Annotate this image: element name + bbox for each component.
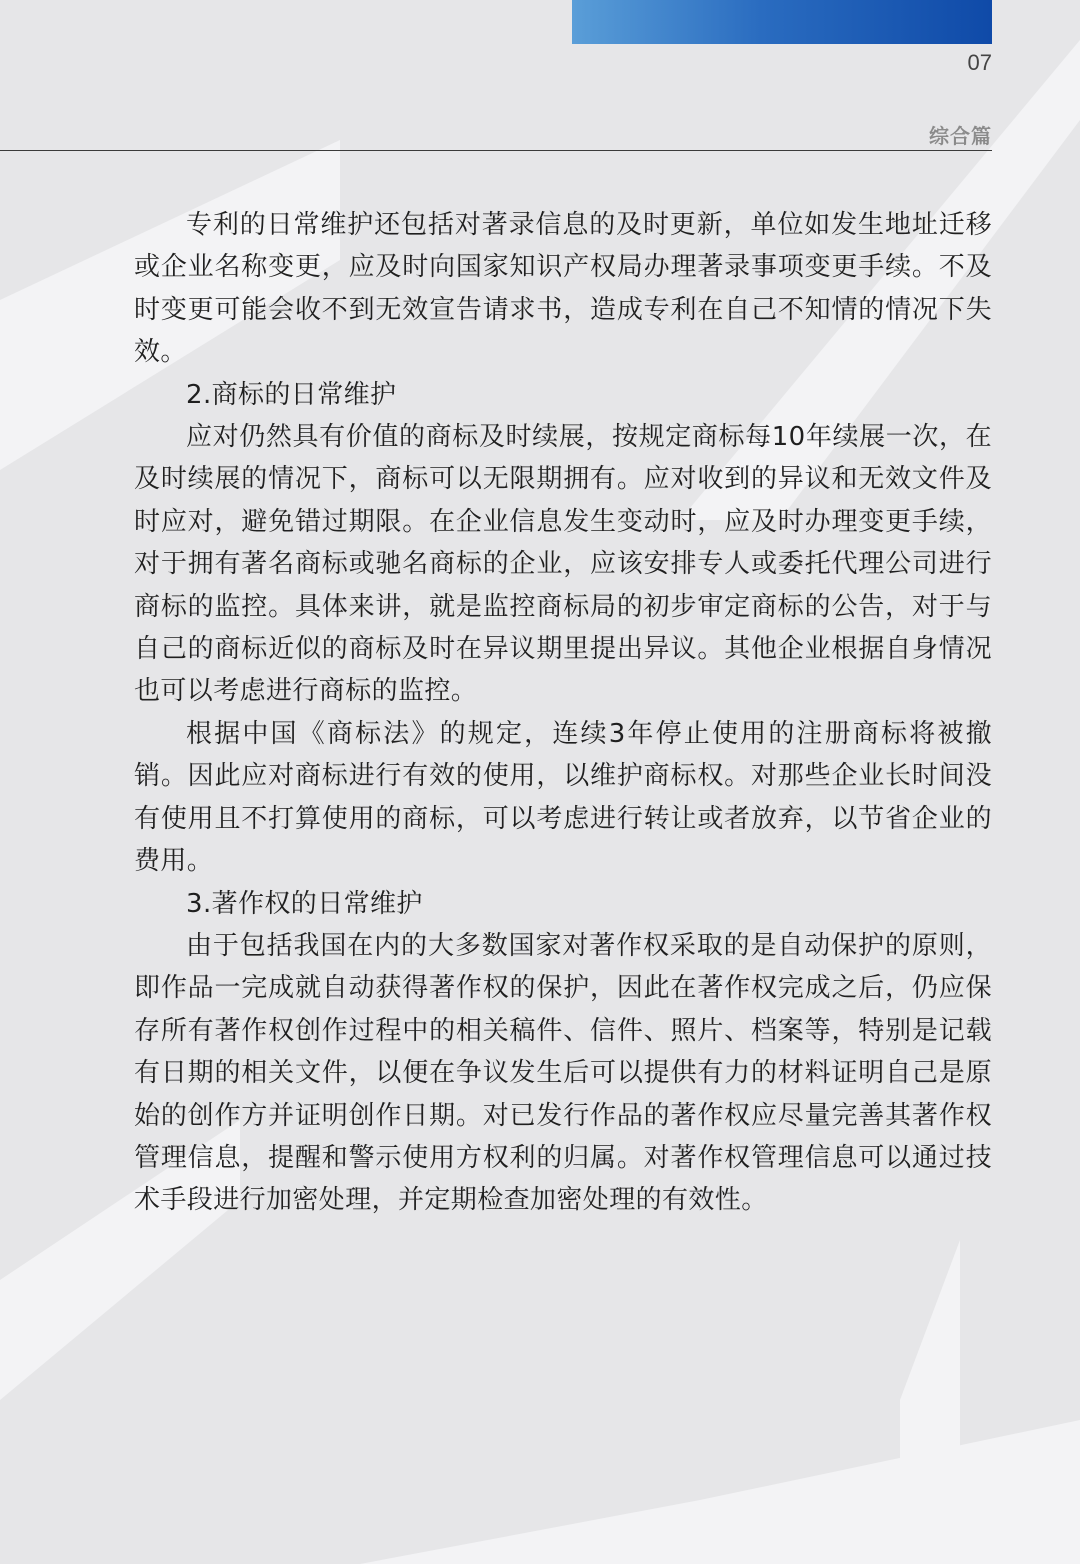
article-body [134,204,992,1222]
paragraph: 由于包括我国在内的大多数国家对著作权采取的是自动保护的原则，即作品一完成就自动获得著作权的保护，因此在著作权完成之后，仍应保存所有著作权创作过程中的相关稿件、信件、照片、档案等，特别是记载有日期的相关文件，以便在争议发生后可以提供有力的材料证明自己是原始的创作方并证明创作日期。对已发行作品的著作权应尽量完善其著作权管理信息，提醒和警示使用方权利的归属。对著作权管理信息可以通过技术手段进行加密处理，并定期检查加密处理的有效性。 [134,930,992,1216]
paragraph: 专利的日常维护还包括对著录信息的及时更新，单位如发生地址迁移或企业名称变更，应及时向国家知识产权局办理著录事项变更手续。不及时变更可能会收不到无效宣告请求书，造成专利在自己不知情的情况下失效。 [134,210,992,368]
paragraph: 应对仍然具有价值的商标及时续展，按规定商标每10年续展一次，在及时续展的情况下，商标可以无限期拥有。应对收到的异议和无效文件及时应对，避免错过期限。在企业信息发生变动时，应及时办理变更手续，对于拥有著名商标或驰名商标的企业，应该安排专人或委托代理公司进行商标的监控。具体来讲，就是监控商标局的初步审定商标的公告，对于与自己的商标近似的商标及时在异议期里提出异议。其他企业根据自身情况也可以考虑进行商标的监控。 [134,422,992,707]
subheading-trademark: 2.商标的日常维护 [186,379,397,410]
header-divider [0,150,992,151]
subheading-copyright: 3.著作权的日常维护 [186,888,423,919]
page-number: 07 [967,50,992,75]
paragraph: 根据中国《商标法》的规定，连续3年停止使用的注册商标将被撤销。因此应对商标进行有效的使用，以维护商标权。对那些企业长时间没有使用且不打算使用的商标，可以考虑进行转让或者放弃，以节省企业的费用。 [134,718,992,877]
header-accent-bar [572,0,992,44]
section-label: 综合篇 [929,124,992,148]
